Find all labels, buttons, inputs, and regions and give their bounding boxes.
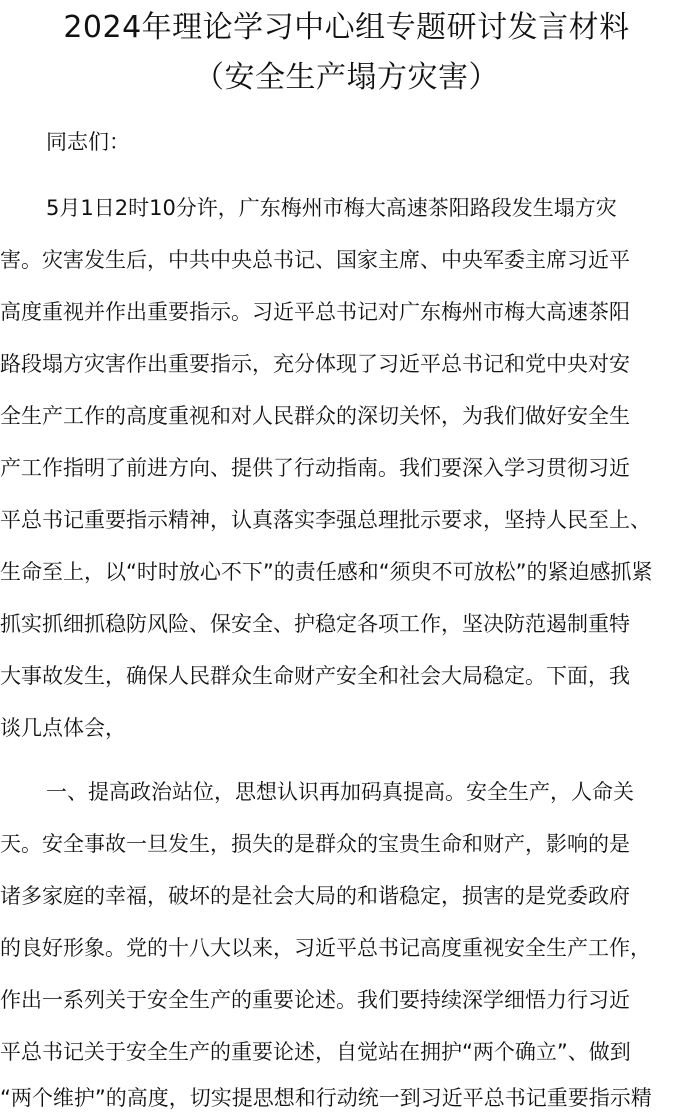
paragraph-line: 产工作指明了前进方向、提供了行动指南。我们要深入学习贯彻习近 xyxy=(0,456,630,480)
paragraph-line: 诸多家庭的幸福，破坏的是社会大局的和谐稳定，损害的是党委政府 xyxy=(0,884,630,908)
document-title-line-2: （安全生产塌方灾害） xyxy=(194,60,499,95)
paragraph-line: 5月1日2时10分许，广东梅州市梅大高速茶阳路段发生塌方灾 xyxy=(46,196,617,220)
paragraph-line: 全生产工作的高度重视和对人民群众的深切关怀，为我们做好安全生 xyxy=(0,404,630,428)
paragraph-line: 一、提高政治站位，思想认识再加码真提高。安全生产，人命关 xyxy=(46,780,634,804)
document-title-line-1: 2024年理论学习中心组专题研讨发言材料 xyxy=(63,10,630,45)
paragraph-line: 生命至上，以“时时放心不下”的责任感和“须臾不可放松”的紧迫感抓紧 xyxy=(0,560,653,584)
paragraph-line: 平总书记重要指示精神，认真落实李强总理批示要求，坚持人民至上、 xyxy=(0,508,651,532)
paragraph-line: 谈几点体会， xyxy=(0,716,126,740)
salutation: 同志们： xyxy=(46,130,130,154)
paragraph-line: 路段塌方灾害作出重要指示，充分体现了习近平总书记和党中央对安 xyxy=(0,352,630,376)
paragraph-line: 害。灾害发生后，中共中央总书记、国家主席、中央军委主席习近平 xyxy=(0,248,630,272)
paragraph-line: 作出一系列关于安全生产的重要论述。我们要持续深学细悟力行习近 xyxy=(0,988,630,1012)
paragraph-line: 抓实抓细抓稳防风险、保安全、护稳定各项工作，坚决防范遏制重特 xyxy=(0,612,630,636)
paragraph-line: “两个维护”的高度，切实提思想和行动统一到习近平总书记重要指示精 xyxy=(0,1086,652,1110)
paragraph-line: 大事故发生，确保人民群众生命财产安全和社会大局稳定。下面，我 xyxy=(0,664,630,688)
paragraph-line: 高度重视并作出重要指示。习近平总书记对广东梅州市梅大高速茶阳 xyxy=(0,300,630,324)
paragraph-line: 平总书记关于安全生产的重要论述，自觉站在拥护“两个确立”、做到 xyxy=(0,1040,631,1064)
paragraph-line: 天。安全事故一旦发生，损失的是群众的宝贵生命和财产，影响的是 xyxy=(0,832,630,856)
paragraph-line: 的良好形象。党的十八大以来，习近平总书记高度重视安全生产工作， xyxy=(0,936,651,960)
